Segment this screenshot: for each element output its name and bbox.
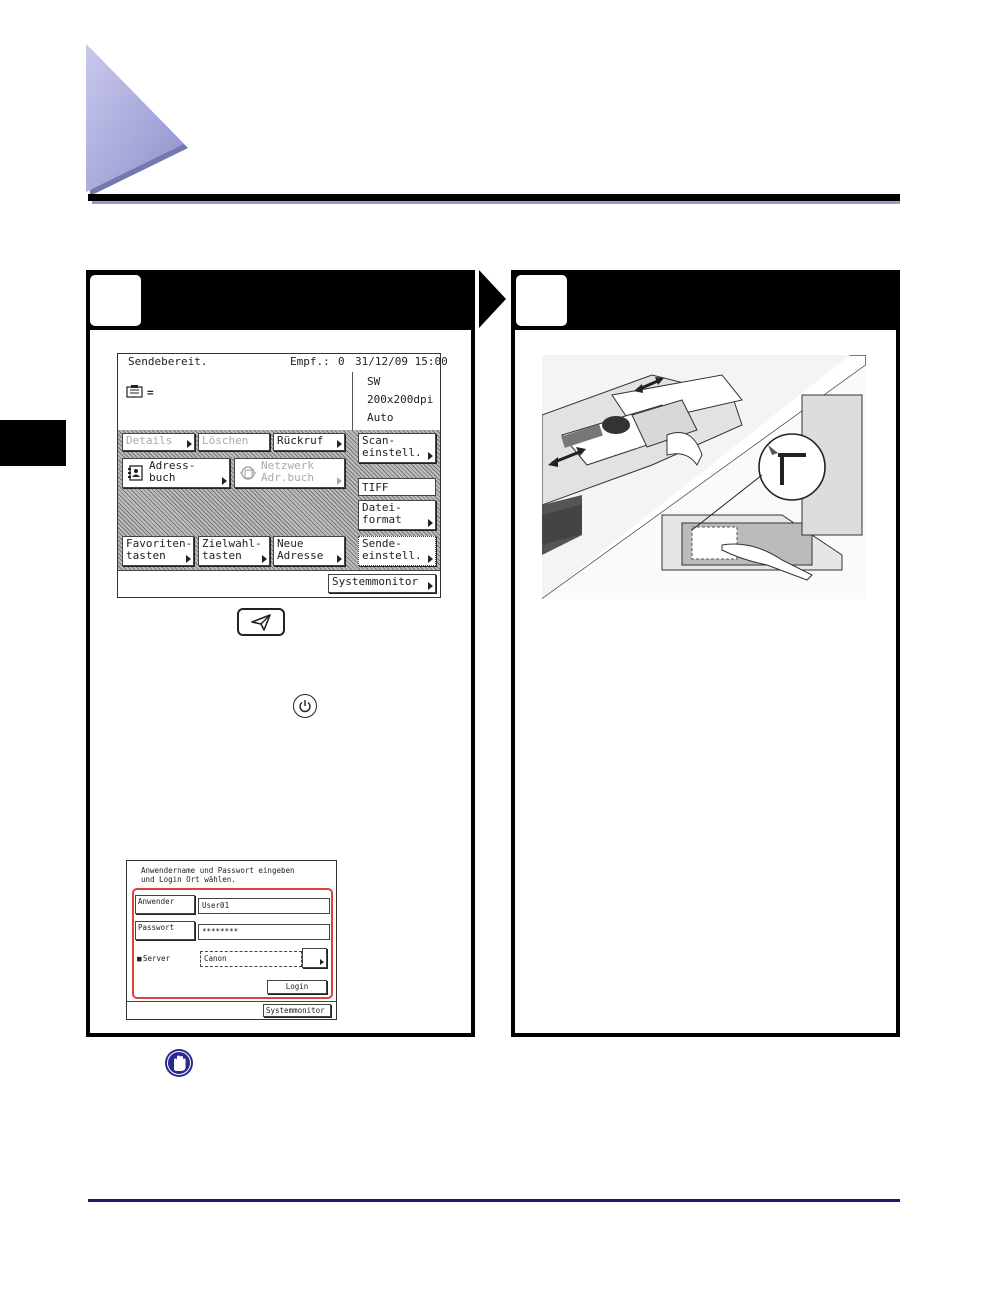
details-button[interactable]	[122, 433, 195, 451]
datetime: 31/12/09 15:00	[355, 355, 448, 368]
network-book-label-1: Netzwerk	[261, 459, 314, 472]
status-text: Sendebereit.	[128, 355, 208, 368]
login-instruction-2: und Login Ort wählen.	[141, 875, 236, 884]
header-rule-shadow	[92, 201, 900, 204]
scan-settings-label-1: Scan-	[362, 434, 396, 447]
login-instruction-1: Anwendername und Passwort eingeben	[141, 866, 295, 875]
system-monitor-label: Systemmonitor	[332, 575, 419, 588]
network-address-book-icon	[239, 464, 257, 482]
login-button[interactable]	[267, 980, 327, 994]
login-button-label: Login	[285, 982, 309, 991]
favorites-label-1: Favoriten-	[126, 537, 193, 550]
file-format-label-2: format	[362, 513, 402, 526]
favorites-button[interactable]	[122, 536, 194, 566]
file-format-button[interactable]	[358, 500, 436, 530]
color-mode: SW	[367, 375, 381, 388]
server-select[interactable]	[200, 951, 302, 967]
delete-button[interactable]	[198, 433, 270, 451]
user-value: User01	[202, 901, 230, 910]
recall-button[interactable]	[273, 433, 345, 451]
new-address-button[interactable]	[273, 536, 345, 566]
send-screen-status-area	[118, 354, 448, 430]
delete-label: Löschen	[202, 434, 249, 447]
new-address-label-1: Neue	[277, 537, 304, 550]
density: Auto	[367, 411, 394, 424]
footer-rule	[88, 1199, 900, 1202]
chapter-side-tab	[0, 420, 66, 466]
important-hand-icon	[164, 1048, 194, 1078]
speed-dial-label-2: tasten	[202, 549, 242, 562]
button-area	[118, 430, 440, 596]
speed-dial-button[interactable]	[198, 536, 270, 566]
dropdown-arrow-icon	[320, 959, 324, 965]
file-type-value: TIFF	[362, 481, 389, 494]
new-address-label-2: Adresse	[277, 549, 324, 562]
login-system-monitor-label: Systemmonitor	[266, 1006, 325, 1015]
details-label: Details	[126, 434, 173, 447]
send-settings-label-2: einstell.	[362, 549, 422, 562]
password-value: ********	[202, 927, 239, 936]
login-screen	[126, 860, 337, 1020]
resolution: 200x200dpi	[367, 393, 434, 406]
user-label: Anwender	[138, 897, 175, 906]
password-button[interactable]	[135, 921, 195, 940]
file-type-display	[358, 478, 436, 496]
send-screen	[117, 353, 448, 598]
scanner-feeder-and-platen-illustration	[542, 355, 866, 599]
network-book-label-2: Adr.buch	[261, 471, 314, 484]
recipients-label: Empf.:	[290, 355, 330, 368]
recall-label: Rückruf	[277, 434, 324, 447]
address-book-icon	[127, 464, 145, 482]
destination-icon	[126, 385, 144, 399]
user-button[interactable]	[135, 895, 195, 914]
destination-symbol: =	[147, 386, 154, 399]
speed-dial-label-1: Zielwahl-	[202, 537, 262, 550]
user-field[interactable]	[198, 898, 330, 914]
favorites-label-2: tasten	[126, 549, 166, 562]
server-bullet-icon: ■	[137, 954, 142, 963]
scan-settings-button[interactable]	[358, 433, 436, 463]
scan-settings-label-2: einstell.	[362, 446, 422, 459]
send-settings-button[interactable]	[358, 536, 436, 566]
system-monitor-button[interactable]	[328, 574, 436, 593]
password-field[interactable]	[198, 924, 330, 940]
step-2-badge	[516, 275, 567, 326]
header-triangle-icon	[86, 44, 192, 200]
password-label: Passwort	[138, 923, 175, 932]
network-address-book-button[interactable]	[234, 458, 345, 488]
step-1-badge	[90, 275, 141, 326]
send-settings-label-1: Sende-	[362, 537, 402, 550]
recipients-count: 0	[338, 355, 345, 368]
step-arrow-icon	[479, 270, 507, 328]
server-dropdown-button[interactable]	[302, 948, 327, 968]
power-symbol-icon	[298, 699, 312, 713]
header-rule	[88, 194, 900, 201]
login-bottom-divider	[127, 1001, 336, 1002]
status-divider	[352, 372, 353, 430]
server-value: Canon	[204, 954, 227, 963]
server-label: Server	[143, 954, 171, 963]
address-book-label-2: buch	[149, 471, 176, 484]
send-arrow-icon	[251, 614, 271, 631]
power-key-icon	[293, 694, 317, 718]
login-system-monitor-button[interactable]	[263, 1004, 331, 1017]
start-key-icon	[237, 608, 285, 636]
file-format-label-1: Datei-	[362, 501, 402, 514]
address-book-label-1: Adress-	[149, 459, 196, 472]
address-book-button[interactable]	[122, 458, 230, 488]
